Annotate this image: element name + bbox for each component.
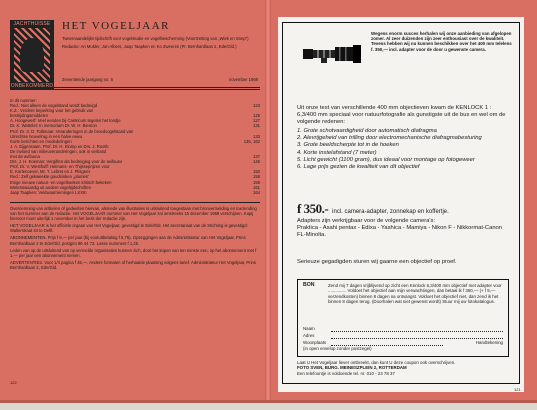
colophon-text bbox=[10, 206, 260, 272]
trial-offer-text: Serieuze gegadigden sturen wij gaarne een objectief op proef. bbox=[297, 259, 457, 265]
advertisement bbox=[282, 22, 521, 392]
toc-item-page: 164 bbox=[253, 189, 260, 195]
name-label: Naam bbox=[303, 326, 315, 331]
binding-gutter bbox=[265, 0, 271, 400]
page-number-left: 122 bbox=[10, 380, 17, 385]
colophon-paragraph: Leden van op de uitsluitend van op vermelde organisaties kunnen zich, door het kopen van ten minste een, op het abonnement met f 1,— per jaar een abonnement nemen. bbox=[10, 247, 257, 258]
toc-item-page: 146 bbox=[253, 159, 260, 165]
right-page bbox=[278, 17, 524, 392]
colophon-paragraph: HET VOGELJAAR is het officiële orgaan van Het Vogeljaar, gevestigd te Ede/Gld. Het secretariaat van de Stichting is gevestigd: Wallerstraat 43 te Delft. bbox=[10, 223, 248, 234]
colophon-paragraph: Overnemning van artikelen of gedeelten hiervan, alsmede van illustraties is uitsluitend toegestaan met bronvermelding en toezending van het nummer aan de redactie. Het VOGELJAAR nummer van Het Vogeljaar zal omstreeks 15 december 1969 verschijnen. Kopij hiervoor moet uiterlijk 1 november in het bezit der redactie zijn. bbox=[10, 206, 257, 222]
toc-item-title: Utrechtse heuvelrug in een halve eeuw bbox=[10, 133, 83, 139]
toc-item-page: 131 bbox=[253, 123, 260, 129]
name-field[interactable] bbox=[303, 326, 503, 332]
issue-line bbox=[62, 77, 258, 82]
divider bbox=[10, 202, 260, 203]
toc-item-title: Red.: Zelf gekweekte goudvinken „plumes" bbox=[10, 174, 90, 180]
adapters-list: Praktica - Asahi pentax - Edixa - Yashica - Mamiya - Nikon F - Nikkormat-Canon FL-Minolta. bbox=[297, 225, 502, 239]
toc-item bbox=[10, 190, 260, 195]
toc-item-page: 158 bbox=[253, 174, 260, 180]
masthead-logo bbox=[10, 20, 54, 90]
logo-top-text: JACHTHUISSE bbox=[13, 21, 51, 27]
toc-item-title: Enige nieuwe natuur- en vogelboeken kritisch bekeken bbox=[10, 179, 112, 185]
toc-item-title: De invloed van milieuveranderingen, ook in verband bbox=[10, 148, 107, 154]
toc-item-page: 137 bbox=[253, 154, 260, 160]
feature-item: 5. Licht gewicht (1100 gram), dus ideaal voor montage op fotogeweer bbox=[297, 156, 475, 163]
ad-body bbox=[297, 105, 512, 174]
adapters-intro: Adapters zijn verkrijgbaar voor de volgende camera's: bbox=[297, 218, 436, 224]
address-label: Adres bbox=[303, 332, 315, 338]
page-bottom-edge bbox=[0, 400, 537, 410]
toc-item-title: E. Kortenoever, Mr. T. Lebret en J. Plisgens bbox=[10, 169, 91, 175]
feature-item: 1. Grote schotvaardigheid door automatisch diafragma bbox=[297, 128, 437, 135]
price-description: incl. camera-adapter, zonnekap en koffertje. bbox=[332, 209, 449, 215]
ad-footer-note: Laat U Het Vogeljaar liever ontbreekt, dan kunt U deze coupon ook overschrijven. bbox=[297, 360, 456, 365]
address-field[interactable] bbox=[303, 333, 503, 339]
toc-item-page: 135, 162 bbox=[243, 138, 260, 144]
masthead-description bbox=[62, 36, 258, 52]
coupon-text: Zend mij 7 dagen vrijblijvend op zicht een Kenlock 6,3/400 mm objectief met adapter voor ............... Voldoet het objectief aan mijn verwachtingen, dan betaal ik f 350,— (+ f 5,— verzendkosten) binnen 8 dagen na ontvangst. Voldoet het objectief niet, dan zend ik het binnen 8 dagen terug. (Doorhalen wat niet gewenst wordt) Stuur mij uw fotokatalogus. bbox=[328, 283, 502, 305]
promo-text: Wegens enorm succes herhalen wij onze aanbieding van afgelopen zomer. Al zeer duizenden zijn zeer enthousiast over de kwaliteit. Tevens hebben wij nu kunnen beschikken over het 400 mm telelens f. 350,— incl. adapter voor de door u gewenste camera. bbox=[371, 31, 512, 52]
adapters-section bbox=[297, 218, 512, 239]
toc-item-title: Jaap Taapken: Veldwaarnemingen LXXIII bbox=[10, 189, 87, 195]
toc-item-title: Wetenswaardig uit andere vogeltijdschriften bbox=[10, 184, 91, 190]
toc-item-page: 150 bbox=[253, 169, 260, 175]
feature-item: 4. Korte instelafstand (7 meter) bbox=[297, 149, 377, 156]
coupon-fields bbox=[303, 326, 503, 352]
signature-label: Handtekening bbox=[475, 339, 503, 345]
colophon-paragraph: ADVERTENTIES. Voor 1/4 pagina f 45,—. Andere formaten of herhaalde plaatsing volgens tarief. Administrateur Het Vogeljaar, Prins Bernhardlaan 2, Ede/Gld. bbox=[10, 259, 256, 270]
left-page bbox=[10, 20, 260, 392]
toc-item-page: 159 bbox=[253, 179, 260, 185]
toc-item-title: A. Hoogewerf: Veel eenden bij Castricum tegelen het loodje bbox=[10, 118, 121, 124]
toc-item-page: 133 bbox=[253, 133, 260, 139]
toc-item-title: bestrijdingsmiddelen bbox=[10, 113, 49, 119]
city-input-line[interactable] bbox=[331, 340, 443, 346]
divider bbox=[10, 89, 260, 90]
ad-intro: Uit onze test van verschillende 400 mm objectieven kwam de KENLOCK 1 : 6,3/400 mm speciaal voor natuurfotografie als gunstigste uit de bus en wel om de volgende redenen: bbox=[297, 105, 506, 126]
toc-item-title: Dr. K. Wattelet: In memoriam Dr. W. H. Biemon bbox=[10, 123, 97, 129]
shop-phone: Een telefoontje is voldoende tel. nr. 010 - 23 78 37 bbox=[297, 370, 395, 376]
table-of-contents bbox=[10, 98, 260, 195]
issue-volume: Zeventiende jaargang no. 5 bbox=[62, 77, 113, 82]
feature-item: 3. Grote beeldscherpte tot in de hoeken bbox=[297, 142, 399, 149]
toc-item-title: met de avifauna bbox=[10, 154, 40, 160]
toc-item-page: 161 bbox=[253, 184, 260, 190]
city-field[interactable] bbox=[303, 340, 503, 346]
feature-list bbox=[297, 128, 512, 171]
ad-header bbox=[287, 29, 517, 103]
toc-item-title: Drs. J. H. Koeman: Vergiften als bedreiging voor de avifauna bbox=[10, 159, 123, 165]
editorial-board: Redactie: An Mulder, Jan Albers, Jaap Taapken en Ko Zweeres (Pr. Bernhardlaan 2, Ede/Gld.) bbox=[62, 44, 237, 50]
telephoto-lens-icon bbox=[303, 44, 361, 64]
address-input-line[interactable] bbox=[331, 333, 503, 339]
city-label: Woonplaats bbox=[303, 339, 327, 345]
price-row bbox=[297, 201, 512, 217]
issue-date: november 1969 bbox=[228, 77, 258, 82]
logo-bottom-text: ONBEKOMMERD bbox=[10, 83, 54, 89]
ad-footer bbox=[297, 360, 512, 376]
toc-item-title: Prof. Dr. Ir. D. Tollenaar: Veranderingen in de broedvogelstand van bbox=[10, 128, 134, 134]
toc-item-page: 125 bbox=[253, 113, 260, 119]
coupon-footer-note: (in open envelop zonder postzegel) bbox=[303, 346, 372, 352]
shop-address: FOTO SVEN, BURG. MEINESZPLEIN 2, ROTTERDAM bbox=[297, 365, 407, 371]
bird-silhouette-icon bbox=[20, 38, 44, 72]
toc-heading: In dit nummer: bbox=[10, 98, 37, 103]
colophon-paragraph: ABONNEMENTEN. Prijs f 6,— per jaar (bij vooruitbetaling f 5,75). Opzeggingen aan de Administrateur van Het Vogeljaar, Prins Bernhardlaan 2 te Ede/Gld, postgiro 96 44 72. Losse nummers f 1,25. bbox=[10, 235, 246, 246]
toc-item-title: K.Z.: Verdere beperking voor het gebruik van bbox=[10, 108, 94, 114]
toc-item-page: 123 bbox=[253, 103, 260, 109]
toc-item-title: Korte berichten en mededelingen bbox=[10, 138, 72, 144]
magazine-subtitle: Tweemaandelijks tijdschrift voor vogelstudie en vogelbescherming (Voortzetting van „Wiek en Snep") bbox=[62, 36, 249, 41]
coupon-label: BON bbox=[303, 282, 315, 288]
toc-item-page: 127 bbox=[253, 118, 260, 124]
toc-item-title: Prof. Dr. V. Westhoff: Heimans- en Thijsseprijzen voor bbox=[10, 164, 110, 170]
feature-item: 2. Alevrijgeheid van trilling door electromechanische diafragmabesturing bbox=[297, 135, 482, 142]
cover-edge bbox=[0, 400, 537, 403]
toc-item-title: Red.: Niet alleen de vogelstand wordt bedreigd bbox=[10, 103, 98, 109]
name-input-line[interactable] bbox=[331, 326, 503, 332]
magazine-title: HET VOGELJAAR bbox=[62, 20, 171, 32]
price: f 350.- bbox=[297, 201, 329, 216]
feature-item: 6. Lage prijs gezien de kwaliteit van dit objectief bbox=[297, 163, 420, 170]
toc-item-title: J. A. Eijgenraam, Prof. Dr. H. Klomp en Drs. J. Rooth: bbox=[10, 143, 110, 149]
order-coupon[interactable] bbox=[297, 279, 509, 357]
page-number-right: 121 bbox=[514, 387, 521, 392]
